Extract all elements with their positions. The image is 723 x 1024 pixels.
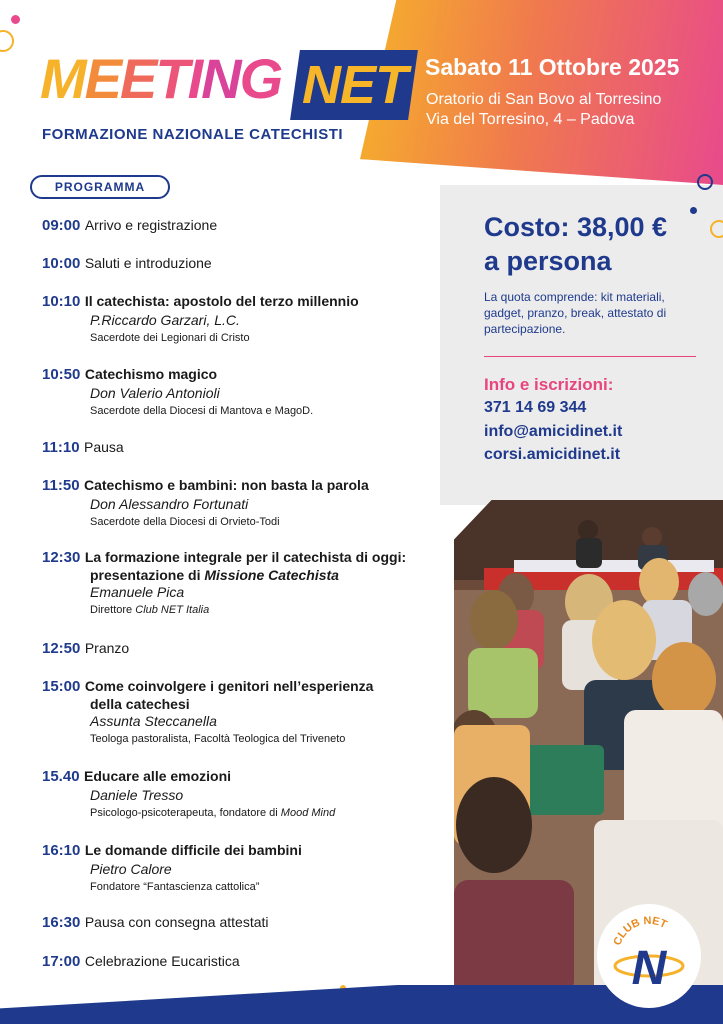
- logo-letter: G: [239, 47, 282, 110]
- schedule-title: Pausa: [84, 439, 124, 455]
- decor-dot: [11, 15, 20, 24]
- schedule-role: Sacerdote dei Legionari di Cristo: [90, 332, 250, 344]
- schedule-role: [90, 807, 490, 819]
- schedule-title: Catechismo magico: [84, 366, 218, 382]
- club-net-logo-icon: [597, 904, 701, 1008]
- club-net-badge: [597, 904, 701, 1008]
- schedule-item: [42, 768, 442, 819]
- schedule-speaker: P.Riccardo Garzari, L.C.: [90, 312, 240, 328]
- schedule-time: 12:50: [42, 640, 81, 657]
- schedule-role: Sacerdote della Diocesi di Orvieto-Todi: [90, 516, 280, 528]
- schedule-title: Catechismo e bambini: non basta la parola: [84, 477, 369, 493]
- schedule-title-line2-text: presentazione di: [90, 567, 205, 583]
- schedule-time: 16:30: [42, 914, 81, 931]
- schedule-time: 15:00: [42, 678, 81, 695]
- schedule-title: Arrivo e registrazione: [84, 217, 218, 233]
- decor-ring: [697, 174, 713, 190]
- schedule-item: [42, 678, 442, 745]
- schedule-item: [42, 640, 442, 658]
- schedule-role-text: Psicologo-psicoterapeuta, fondatore di: [90, 807, 281, 819]
- meeting-net-logo: [40, 40, 407, 125]
- logo-letter: T: [155, 47, 188, 110]
- schedule-title: Pausa con consegna attestati: [84, 914, 269, 930]
- schedule-time: 11:10: [42, 439, 80, 456]
- event-address: Via del Torresino, 4 – Padova: [426, 111, 635, 128]
- schedule-title-line2: [90, 567, 490, 583]
- schedule-time: 11:50: [42, 477, 80, 494]
- schedule-time: 12:30: [42, 549, 81, 566]
- cost-price: Costo: 38,00 €: [484, 212, 668, 242]
- schedule-role-text: Direttore: [90, 604, 136, 616]
- schedule-speaker: Assunta Steccanella: [90, 713, 217, 729]
- schedule-item: [42, 255, 442, 273]
- schedule-speaker: Pietro Calore: [90, 861, 172, 877]
- decor-ring: [710, 220, 723, 238]
- event-date: Sabato 11 Ottobre 2025: [425, 54, 680, 80]
- badge-letter: N: [631, 942, 667, 995]
- schedule-time: 10:50: [42, 366, 81, 383]
- schedule-title: Le domande difficile dei bambini: [84, 842, 302, 858]
- logo-letter: E: [120, 47, 156, 110]
- logo-letter: E: [84, 47, 121, 110]
- logo-letter: I: [187, 47, 202, 110]
- schedule-title: Pranzo: [84, 640, 130, 656]
- schedule-item: [42, 953, 442, 971]
- schedule-role-italic: Mood Mind: [280, 807, 336, 819]
- schedule-speaker: Don Valerio Antonioli: [90, 385, 220, 401]
- schedule-time: 17:00: [42, 953, 81, 970]
- schedule-role: Fondatore “Fantascienza cattolica”: [90, 881, 260, 893]
- schedule-title: Saluti e introduzione: [84, 255, 212, 271]
- schedule-title: Celebrazione Eucaristica: [84, 953, 240, 969]
- schedule-speaker: Don Alessandro Fortunati: [90, 496, 249, 512]
- schedule-role: Teologa pastoralista, Facoltà Teologica del Triveneto: [90, 733, 346, 745]
- schedule-item: [42, 439, 442, 457]
- info-title: Info e iscrizioni:: [484, 375, 614, 394]
- event-venue: Oratorio di San Bovo al Torresino: [426, 91, 662, 108]
- logo-letter: M: [40, 47, 85, 110]
- schedule-time: 10:00: [42, 255, 81, 272]
- cost-includes: La quota comprende: kit materiali, gadget, pranzo, break, attestato di partecipazione.: [484, 290, 667, 336]
- schedule-item: [42, 914, 442, 932]
- schedule-item: [42, 477, 442, 528]
- schedule-item: [42, 842, 442, 893]
- schedule-item: [42, 366, 442, 417]
- divider: [484, 356, 696, 357]
- schedule-item: [42, 217, 442, 235]
- info-email[interactable]: info@amicidinet.it: [484, 423, 623, 440]
- schedule-title-line2-italic: Missione Catechista: [204, 567, 339, 583]
- schedule-title: Come coinvolgere i genitori nell’esperienza: [84, 678, 374, 694]
- subtitle: FORMAZIONE NAZIONALE CATECHISTI: [42, 126, 344, 143]
- schedule-speaker: Daniele Tresso: [90, 787, 184, 803]
- schedule-item: [42, 293, 442, 344]
- programma-label: PROGRAMMA: [30, 175, 170, 199]
- schedule-title-line2: della catechesi: [90, 696, 190, 712]
- cost-per-person: a persona: [484, 246, 612, 276]
- info-phone[interactable]: 371 14 69 344: [484, 399, 587, 416]
- schedule-role-italic: Club NET Italia: [135, 604, 210, 616]
- schedule-role: [90, 604, 490, 616]
- schedule-title: La formazione integrale per il catechista di oggi:: [84, 549, 407, 565]
- badge-arc-textpath: CLUB NET: [611, 914, 669, 948]
- decor-dot: [690, 207, 697, 214]
- logo-meeting-text: [40, 46, 281, 111]
- logo-net-text: NET: [302, 55, 407, 115]
- schedule-speaker: Emanuele Pica: [90, 584, 185, 600]
- schedule-time: 16:10: [42, 842, 81, 859]
- decor-ring: [0, 30, 14, 52]
- schedule-time: 10:10: [42, 293, 81, 310]
- info-website[interactable]: corsi.amicidinet.it: [484, 446, 621, 463]
- schedule-title: Educare alle emozioni: [84, 768, 232, 784]
- schedule-title: Il catechista: apostolo del terzo millennio: [84, 293, 359, 309]
- logo-letter: N: [201, 47, 240, 110]
- schedule-role: Sacerdote della Diocesi di Mantova e MagoD.: [90, 405, 314, 417]
- schedule-time: 09:00: [42, 217, 81, 234]
- schedule-time: 15.40: [42, 768, 80, 785]
- schedule-item: [42, 549, 442, 616]
